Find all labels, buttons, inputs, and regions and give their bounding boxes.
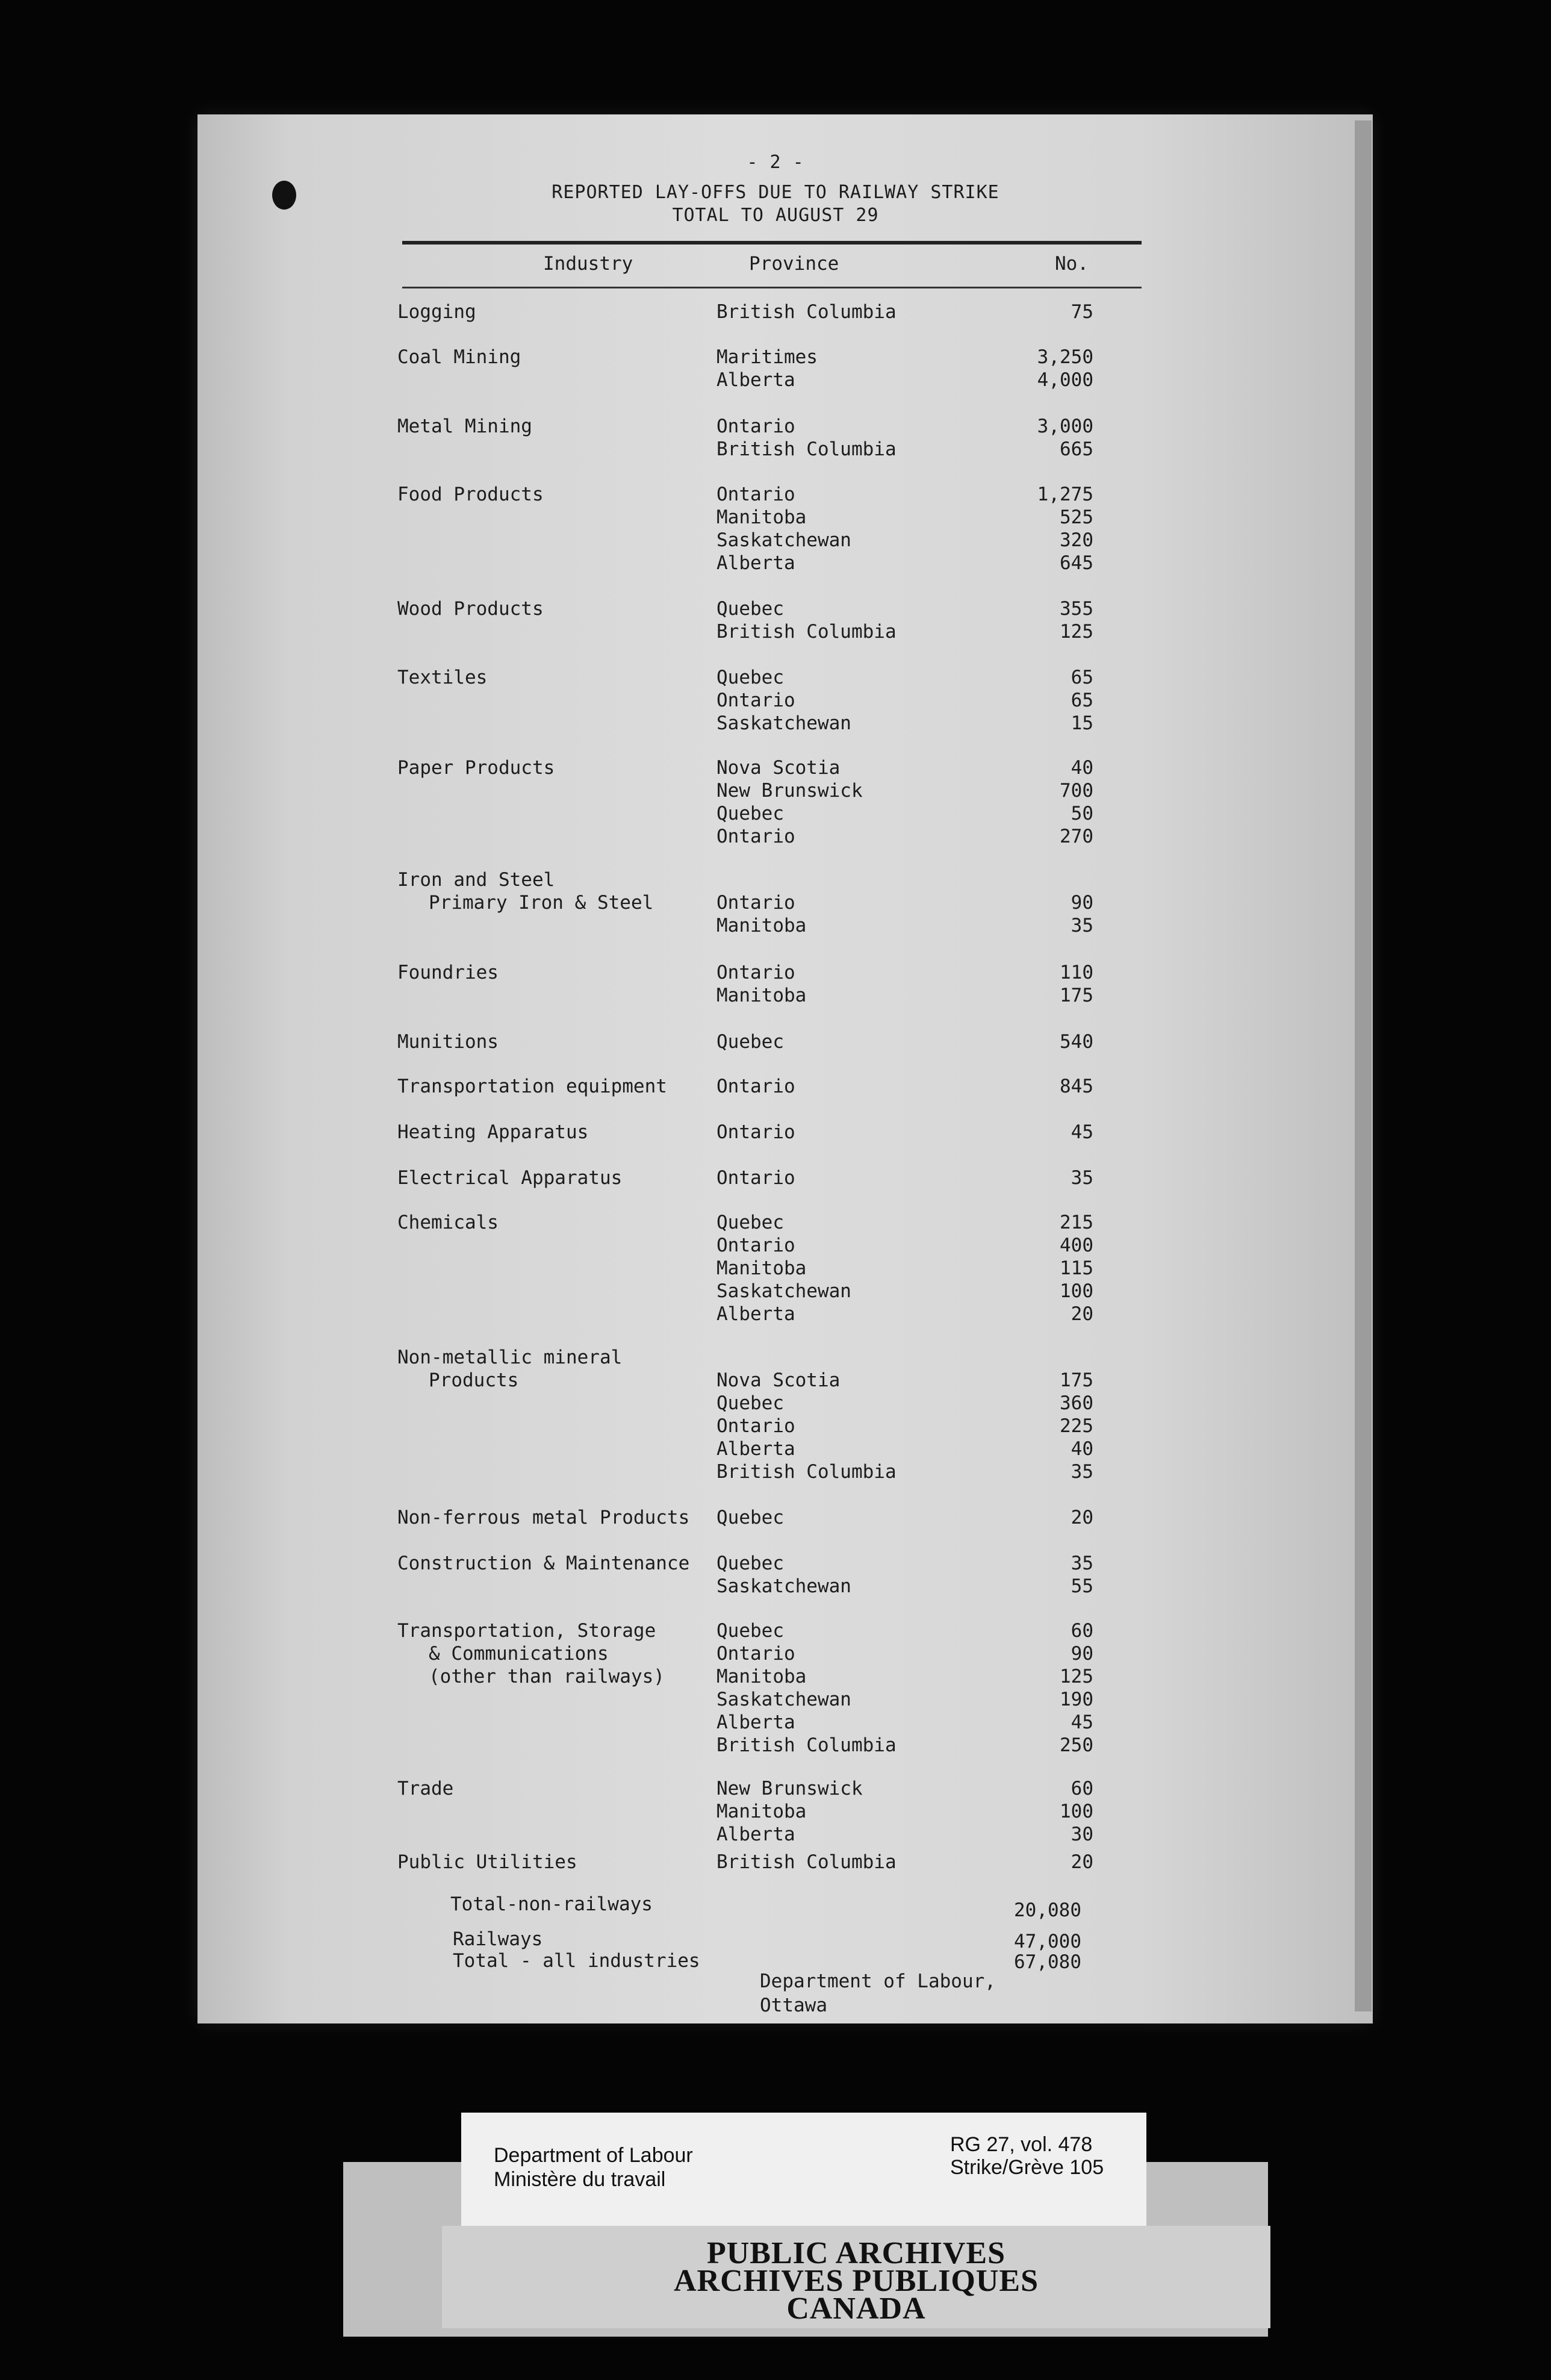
number-cell: 3,250 (1037, 346, 1093, 368)
table-row (0, 1369, 1551, 1394)
table-row (0, 1666, 1551, 1690)
table-row (0, 1031, 1551, 1055)
province-cell: Ontario (716, 484, 795, 505)
total-non-railways-value: 20,080 (1014, 1899, 1081, 1921)
number-cell: 100 (1060, 1280, 1093, 1302)
number-cell: 700 (1060, 780, 1093, 802)
province-cell: British Columbia (716, 621, 897, 643)
column-header-rule (402, 287, 1142, 288)
table-row (0, 552, 1551, 576)
table-row (0, 598, 1551, 622)
table-row (0, 529, 1551, 553)
number-cell: 225 (1060, 1415, 1093, 1437)
province-cell: Quebec (716, 598, 784, 620)
table-row (0, 416, 1551, 440)
table-row (0, 1303, 1551, 1327)
number-cell: 40 (1071, 757, 1093, 779)
number-cell: 115 (1060, 1257, 1093, 1279)
province-cell: British Columbia (716, 1461, 897, 1483)
table-row (0, 1212, 1551, 1236)
industry-cell: Non-metallic mineral (397, 1347, 623, 1368)
column-header-number: No. (1055, 253, 1089, 275)
province-cell: Ontario (716, 892, 795, 914)
table-row (0, 1689, 1551, 1713)
province-cell: New Brunswick (716, 780, 863, 802)
industry-cell: Trade (397, 1778, 454, 1799)
province-cell: Nova Scotia (716, 757, 841, 779)
number-cell: 100 (1060, 1801, 1093, 1822)
industry-cell: Electrical Apparatus (397, 1167, 623, 1189)
province-cell: New Brunswick (716, 1778, 863, 1799)
province-cell: Alberta (716, 1438, 795, 1460)
province-cell: Quebec (716, 1507, 784, 1528)
province-cell: Quebec (716, 1212, 784, 1233)
table-row (0, 1235, 1551, 1259)
province-cell: Quebec (716, 1553, 784, 1574)
table-row (0, 438, 1551, 463)
industry-cell: Construction & Maintenance (397, 1553, 690, 1574)
table-row (0, 1167, 1551, 1191)
industry-cell: Non-ferrous metal Products (397, 1507, 690, 1528)
number-cell: 525 (1060, 506, 1093, 528)
industry-cell: Food Products (397, 484, 544, 505)
table-row (0, 757, 1551, 781)
number-cell: 125 (1060, 621, 1093, 643)
industry-cell: Logging (397, 301, 476, 323)
table-row (0, 1801, 1551, 1825)
table-row (0, 506, 1551, 531)
document-subtitle: TOTAL TO AUGUST 29 (672, 205, 879, 226)
number-cell: 75 (1071, 301, 1093, 323)
table-row (0, 369, 1551, 393)
archive-stamp-line2: ARCHIVES PUBLIQUES (673, 2264, 1039, 2298)
table-row (0, 1392, 1551, 1416)
table-row (0, 1461, 1551, 1485)
number-cell: 320 (1060, 529, 1093, 551)
document-title: REPORTED LAY-OFFS DUE TO RAILWAY STRIKE (552, 182, 999, 203)
railways-value: 47,000 (1014, 1931, 1081, 1952)
industry-cell: Coal Mining (397, 346, 521, 368)
page-number: - 2 - (747, 152, 804, 173)
number-cell: 4,000 (1037, 369, 1093, 391)
table-row (0, 1507, 1551, 1531)
number-cell: 30 (1071, 1824, 1093, 1845)
header-rule (402, 241, 1142, 245)
archive-stamp-line3: CANADA (786, 2291, 926, 2326)
province-cell: Saskatchewan (716, 1280, 851, 1302)
number-cell: 35 (1071, 1461, 1093, 1483)
table-row (0, 869, 1551, 893)
province-cell: Quebec (716, 1031, 784, 1053)
province-cell: Ontario (716, 1415, 795, 1437)
province-cell: Quebec (716, 1620, 784, 1642)
industry-cell: (other than railways) (429, 1666, 665, 1687)
number-cell: 20 (1071, 1851, 1093, 1873)
province-cell: Manitoba (716, 1257, 807, 1279)
number-cell: 90 (1071, 1643, 1093, 1665)
table-row (0, 1575, 1551, 1600)
number-cell: 50 (1071, 803, 1093, 824)
archive-dept-en: Department of Labour (494, 2144, 693, 2167)
industry-cell: Wood Products (397, 598, 544, 620)
table-row (0, 1643, 1551, 1667)
table-row (0, 667, 1551, 691)
number-cell: 65 (1071, 690, 1093, 711)
number-cell: 15 (1071, 712, 1093, 734)
archive-reference-volume: RG 27, vol. 478 (950, 2133, 1093, 2156)
table-row (0, 1415, 1551, 1439)
table-row (0, 1851, 1551, 1875)
number-cell: 35 (1071, 1553, 1093, 1574)
archive-reference-strike: Strike/Grève 105 (950, 2156, 1104, 2179)
railways-label: Railways (453, 1928, 543, 1950)
province-cell: British Columbia (716, 1851, 897, 1873)
table-row (0, 1778, 1551, 1802)
table-row (0, 712, 1551, 737)
province-cell: Ontario (716, 1643, 795, 1665)
number-cell: 40 (1071, 1438, 1093, 1460)
number-cell: 400 (1060, 1235, 1093, 1256)
number-cell: 540 (1060, 1031, 1093, 1053)
table-row (0, 484, 1551, 508)
number-cell: 35 (1071, 915, 1093, 936)
table-row (0, 1076, 1551, 1100)
province-cell: Alberta (716, 369, 795, 391)
table-row (0, 780, 1551, 804)
industry-cell: Textiles (397, 667, 488, 688)
province-cell: Saskatchewan (716, 712, 851, 734)
industry-cell: Iron and Steel (397, 869, 555, 891)
number-cell: 60 (1071, 1778, 1093, 1799)
industry-cell: Heating Apparatus (397, 1121, 589, 1143)
industry-cell: Munitions (397, 1031, 499, 1053)
province-cell: British Columbia (716, 1734, 897, 1756)
province-cell: Alberta (716, 1712, 795, 1733)
number-cell: 215 (1060, 1212, 1093, 1233)
table-row (0, 1121, 1551, 1145)
number-cell: 665 (1060, 438, 1093, 460)
province-cell: Manitoba (716, 1801, 807, 1822)
table-row (0, 1438, 1551, 1462)
province-cell: British Columbia (716, 301, 897, 323)
province-cell: Ontario (716, 1121, 795, 1143)
industry-cell: Foundries (397, 962, 499, 983)
table-row (0, 346, 1551, 370)
table-row (0, 621, 1551, 645)
industry-cell: Public Utilities (397, 1851, 577, 1873)
number-cell: 645 (1060, 552, 1093, 574)
number-cell: 110 (1060, 962, 1093, 983)
table-row (0, 690, 1551, 714)
column-header-industry: Industry (543, 253, 633, 275)
number-cell: 355 (1060, 598, 1093, 620)
total-all-industries-label: Total - all industries (453, 1950, 700, 1972)
number-cell: 20 (1071, 1303, 1093, 1325)
province-cell: Alberta (716, 552, 795, 574)
table-row (0, 803, 1551, 827)
industry-cell: Chemicals (397, 1212, 499, 1233)
archive-stamp-line1: PUBLIC ARCHIVES (706, 2236, 1006, 2270)
industry-cell: Paper Products (397, 757, 555, 779)
province-cell: Ontario (716, 962, 795, 983)
province-cell: Saskatchewan (716, 529, 851, 551)
province-cell: Saskatchewan (716, 1575, 851, 1597)
table-row (0, 962, 1551, 986)
province-cell: Maritimes (716, 346, 818, 368)
province-cell: British Columbia (716, 438, 897, 460)
number-cell: 1,275 (1037, 484, 1093, 505)
province-cell: Ontario (716, 416, 795, 437)
column-header-province: Province (749, 253, 839, 275)
number-cell: 35 (1071, 1167, 1093, 1189)
province-cell: Saskatchewan (716, 1689, 851, 1710)
industry-cell: Transportation, Storage (397, 1620, 656, 1642)
signature-city: Ottawa (760, 1995, 827, 2016)
province-cell: Ontario (716, 826, 795, 847)
industry-cell: Primary Iron & Steel (429, 892, 654, 914)
province-cell: Ontario (716, 1076, 795, 1097)
province-cell: Quebec (716, 803, 784, 824)
number-cell: 190 (1060, 1689, 1093, 1710)
industry-cell: Transportation equipment (397, 1076, 667, 1097)
number-cell: 45 (1071, 1121, 1093, 1143)
province-cell: Quebec (716, 667, 784, 688)
number-cell: 175 (1060, 1369, 1093, 1391)
industry-cell: Products (429, 1369, 519, 1391)
number-cell: 3,000 (1037, 416, 1093, 437)
province-cell: Ontario (716, 690, 795, 711)
number-cell: 90 (1071, 892, 1093, 914)
number-cell: 55 (1071, 1575, 1093, 1597)
table-row (0, 1347, 1551, 1371)
number-cell: 20 (1071, 1507, 1093, 1528)
table-row (0, 1734, 1551, 1759)
table-row (0, 915, 1551, 939)
table-row (0, 1257, 1551, 1282)
number-cell: 45 (1071, 1712, 1093, 1733)
province-cell: Ontario (716, 1235, 795, 1256)
number-cell: 65 (1071, 667, 1093, 688)
province-cell: Manitoba (716, 1666, 807, 1687)
industry-cell: & Communications (429, 1643, 609, 1665)
table-row (0, 1824, 1551, 1848)
table-row (0, 826, 1551, 850)
province-cell: Ontario (716, 1167, 795, 1189)
industry-cell: Metal Mining (397, 416, 532, 437)
table-row (0, 301, 1551, 325)
province-cell: Manitoba (716, 985, 807, 1006)
province-cell: Quebec (716, 1392, 784, 1414)
province-cell: Alberta (716, 1303, 795, 1325)
total-all-industries-value: 67,080 (1014, 1951, 1081, 1973)
table-row (0, 1280, 1551, 1304)
number-cell: 125 (1060, 1666, 1093, 1687)
province-cell: Manitoba (716, 506, 807, 528)
total-non-railways-label: Total-non-railways (450, 1893, 653, 1915)
number-cell: 270 (1060, 826, 1093, 847)
number-cell: 250 (1060, 1734, 1093, 1756)
province-cell: Nova Scotia (716, 1369, 841, 1391)
number-cell: 360 (1060, 1392, 1093, 1414)
table-row (0, 892, 1551, 916)
number-cell: 845 (1060, 1076, 1093, 1097)
table-row (0, 1553, 1551, 1577)
table-row (0, 1712, 1551, 1736)
province-cell: Alberta (716, 1824, 795, 1845)
table-row (0, 1620, 1551, 1644)
province-cell: Manitoba (716, 915, 807, 936)
archive-dept-fr: Ministère du travail (494, 2168, 666, 2191)
number-cell: 60 (1071, 1620, 1093, 1642)
signature-department: Department of Labour, (760, 1970, 996, 1992)
number-cell: 175 (1060, 985, 1093, 1006)
table-row (0, 985, 1551, 1009)
